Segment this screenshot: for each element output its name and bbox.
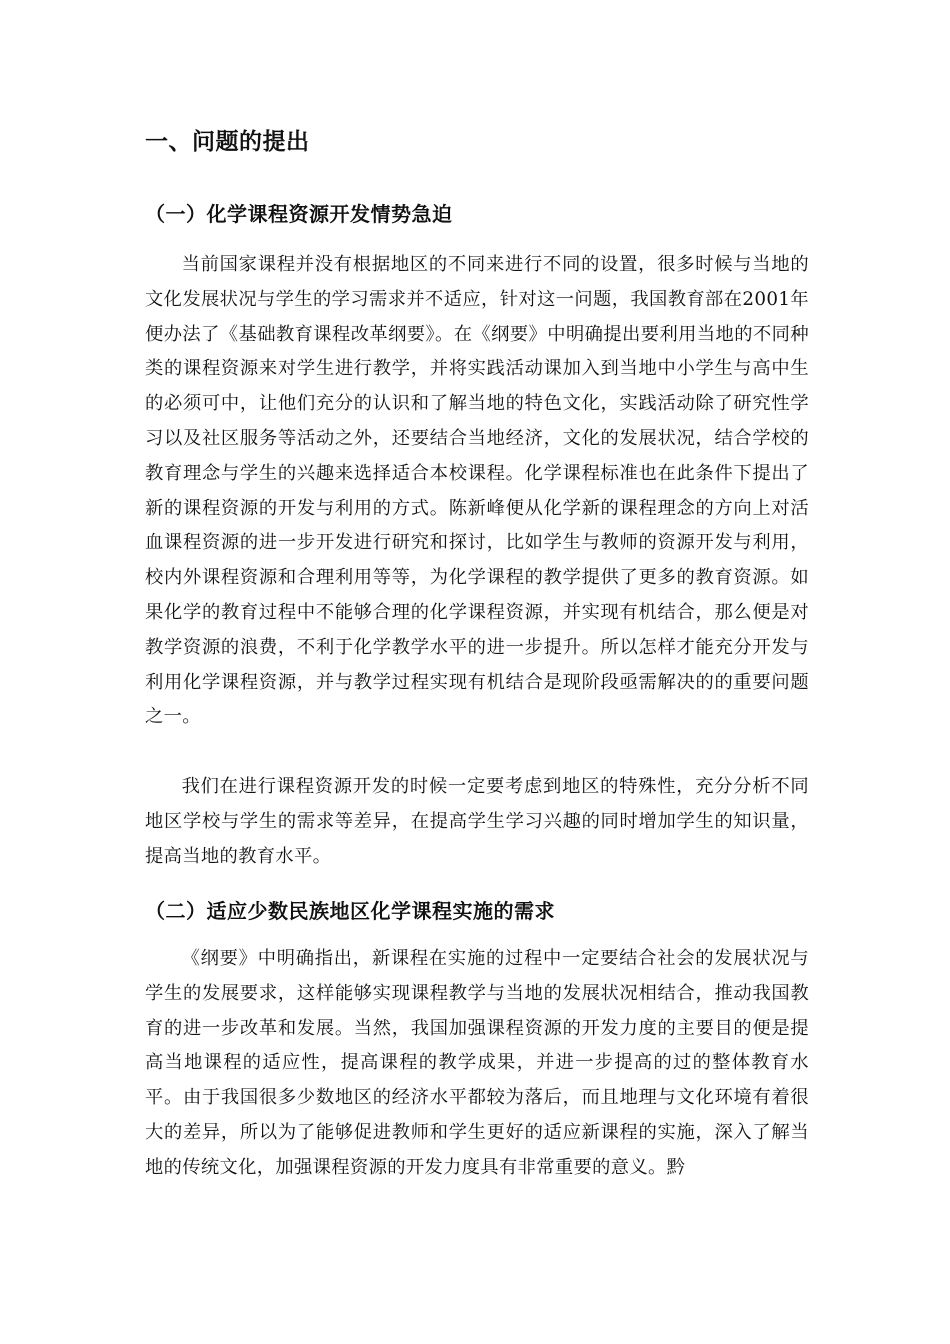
section-heading-1: （一）化学课程资源开发情势急迫 [145, 202, 453, 226]
section-1-paragraph-2: 我们在进行课程资源开发的时候一定要考虑到地区的特殊性，充分分析不同地区学校与学生的需求等差异，在提高学生学习兴趣的同时增加学生的知识量，提高当地的教育水平。 [145, 776, 809, 867]
section-1-paragraph-1: 当前国家课程并没有根据地区的不同来进行不同的设置，很多时候与当地的文化发展状况与学生的学习需求并不适应，针对这一问题，我国教育部在2001年便办法了《基础教育课程改革纲要》。在《纲要》中明确提出要利用当地的不同种类的课程资源来对学生进行教学，并将实践活动课加入到当地中小学生与高中生的必须可中，让他们充分的认识和了解当地的特色文化，实践活动除了研究性学习以及社区服务等活动之外，还要结合当地经济，文化的发展状况，结合学校的教育理念与学生的兴趣来选择适合本校课程。化学课程标准也在此条件下提出了新的课程资源的开发与利用的方式。陈新峰便从化学新的课程理念的方向上对活血课程资源的进一步开发进行研究和探讨，比如学生与教师的资源开发与利用，校内外课程资源和合理利用等等，为化学课程的教学提供了更多的教育资源。如果化学的教育过程中不能够合理的化学课程资源，并实现有机结合，那么便是对教学资源的浪费，不利于化学教学水平的进一步提升。所以怎样才能充分开发与利用化学课程资源，并与教学过程实现有机结合是现阶段亟需解决的的重要问题之一。 [145, 254, 809, 728]
section-2-paragraph-1: 《纲要》中明确指出，新课程在实施的过程中一定要结合社会的发展状况与学生的发展要求，这样能够实现课程教学与当地的发展状况相结合，推动我国教育的进一步改革和发展。当然，我国加强课程资源的开发力度的主要目的便是提高当地课程的适应性，提高课程的教学成果，并进一步提高的过的整体教育水平。由于我国很多少数地区的经济水平都较为落后，而且地理与文化环境有着很大的差异，所以为了能够促进教师和学生更好的适应新课程的实施，深入了解当地的传统文化，加强课程资源的开发力度具有非常重要的意义。黔 [145, 948, 809, 1178]
chapter-heading: 一、问题的提出 [145, 129, 310, 155]
section-heading-2: （二）适应少数民族地区化学课程实施的需求 [145, 899, 555, 923]
